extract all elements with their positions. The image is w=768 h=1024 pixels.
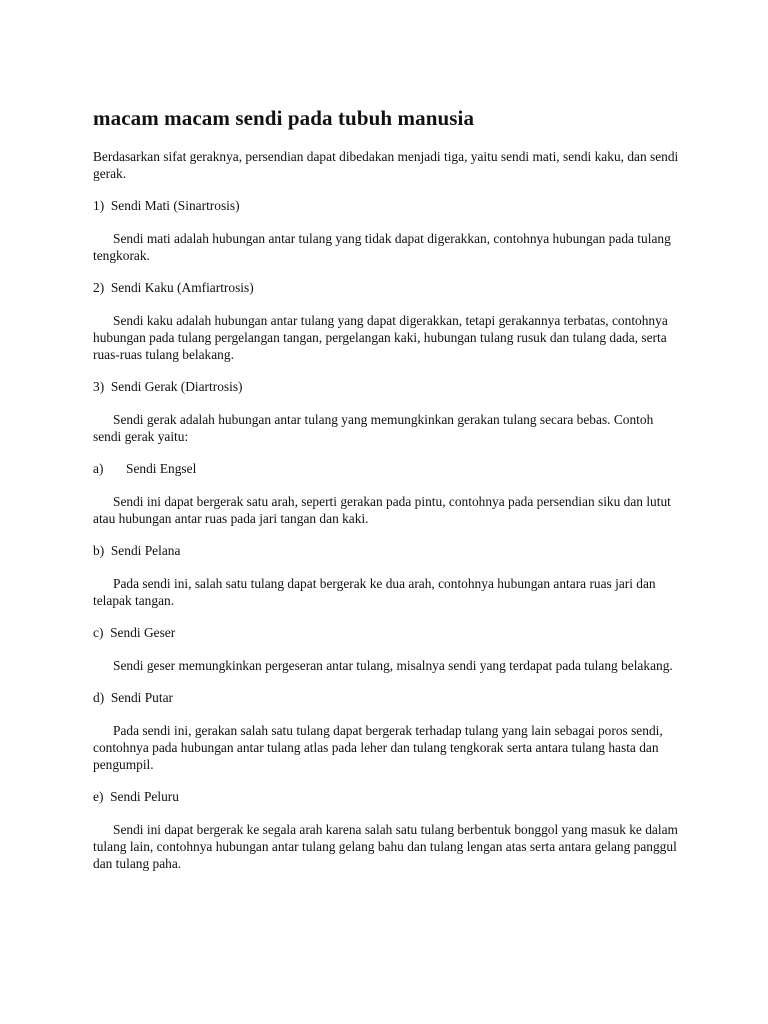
section-title: Sendi Gerak (Diartrosis): [110, 379, 243, 394]
section-body: Sendi mati adalah hubungan antar tulang yang tidak dapat digerakkan, contohnya hubungan pada tulang tengkorak.: [93, 231, 671, 263]
section-marker: d): [93, 690, 105, 705]
section-heading: [93, 624, 683, 641]
section-marker: b): [93, 543, 105, 558]
section-heading: [93, 197, 683, 214]
section-title: Sendi Pelana: [110, 543, 181, 558]
section-heading: [93, 689, 683, 706]
section-body: Sendi ini dapat bergerak ke segala arah karena salah satu tulang berbentuk bonggol yang masuk ke dalam tulang lain, contohnya hubungan antar tulang gelang bahu dan tulang lengan atas serta antara gelang panggul dan tulang paha.: [93, 822, 678, 871]
section-marker: e): [93, 789, 104, 804]
section-body: Sendi kaku adalah hubungan antar tulang yang dapat digerakkan, tetapi gerakannya terbatas, contohnya hubungan pada tulang pergelangan tangan, pergelangan kaki, hubungan tulang rusuk dan tulang dada, serta ruas-ruas tulang belakang.: [93, 313, 668, 362]
intro-paragraph: Berdasarkan sifat geraknya, persendian dapat dibedakan menjadi tiga, yaitu sendi mati, sendi kaku, dan sendi gerak.: [93, 149, 679, 181]
section-title: Sendi Putar: [110, 690, 173, 705]
section-title: Sendi Peluru: [110, 789, 179, 804]
section-title: Sendi Engsel: [126, 461, 197, 476]
section-marker: 1): [93, 198, 105, 213]
section-marker: a): [93, 461, 104, 476]
section-marker: 3): [93, 379, 105, 394]
section-heading: [93, 378, 683, 395]
section-body: Sendi geser memungkinkan pergeseran antar tulang, misalnya sendi yang terdapat pada tulang belakang.: [113, 658, 673, 673]
section-marker: 2): [93, 280, 105, 295]
section-title: Sendi Mati (Sinartrosis): [110, 198, 240, 213]
section-body: Sendi gerak adalah hubungan antar tulang yang memungkinkan gerakan tulang secara bebas. Contoh sendi gerak yaitu:: [93, 412, 654, 444]
section-heading: [93, 542, 683, 559]
section-heading: [93, 279, 683, 296]
document-title: macam macam sendi pada tubuh manusia: [93, 106, 475, 130]
section-marker: c): [93, 625, 104, 640]
section-heading: [93, 460, 683, 477]
section-heading: [93, 788, 683, 805]
document-page: [93, 104, 683, 887]
section-title: Sendi Kaku (Amfiartrosis): [110, 280, 254, 295]
section-body: Pada sendi ini, gerakan salah satu tulang dapat bergerak terhadap tulang yang lain sebagai poros sendi, contohnya pada hubungan antar tulang atlas pada leher dan tulang tengkorak serta antara tulang hasta dan pengumpil.: [93, 723, 663, 772]
section-body: Sendi ini dapat bergerak satu arah, seperti gerakan pada pintu, contohnya pada persendian siku dan lutut atau hubungan antar ruas pada jari tangan dan kaki.: [93, 494, 671, 526]
section-body: Pada sendi ini, salah satu tulang dapat bergerak ke dua arah, contohnya hubungan antara ruas jari dan telapak tangan.: [93, 576, 656, 608]
section-title: Sendi Geser: [110, 625, 176, 640]
